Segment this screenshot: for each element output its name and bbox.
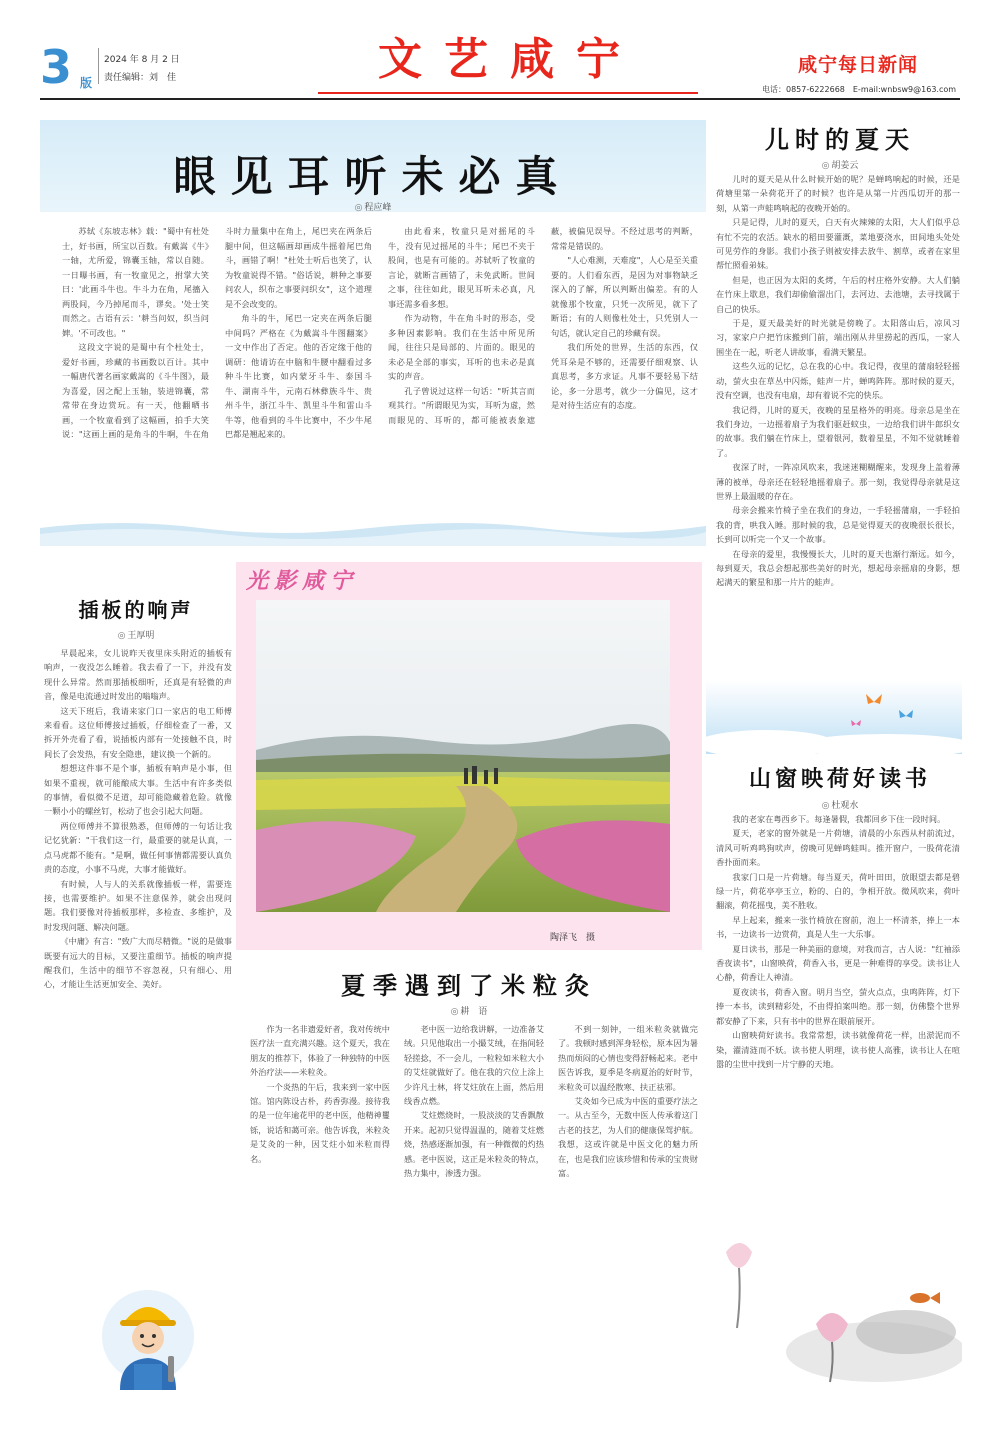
article-byline: ◎ 耕 语	[236, 1004, 702, 1017]
paragraph: 我家门口是一片荷塘。每当夏天，荷叶田田，放眼望去都是碧绿一片，荷花亭亭玉立，粉的、白的，争相开放。微风吹来，荷叶翻滚，荷花摇曳，美不胜收。	[716, 871, 960, 911]
photo-section-label: 光影咸宁	[246, 568, 359, 594]
article-body-moxibustion	[250, 1022, 698, 1380]
paragraph: "人心难测，天难度"，人心是至关重要的。人们看东西，是因为对事物缺乏深入的了解，所以判断出偏差。有的人就像那个牧童，只凭一次所见，就下了断语；有的人则像杜处士，只凭别人一句话，就认定自己的珍藏有误。	[551, 255, 698, 338]
paragraph: 艾灸如今已成为中医的重要疗法之一。从古至今，无数中医人传承着这门古老的技艺，为人们的健康保驾护航。我想，这或许就是中医文化的魅力所在，也是我们应该珍惜和传承的宝贵财富。	[558, 1096, 698, 1179]
paragraph: 想想这件事不是个事，插板有响声是小事，但如果不重视，就可能酿成大事。生活中有许多类似的事情，看似微不足道，却可能隐藏着危险。就像一颗小小的螺丝钉，松动了也会引起大问题。	[44, 763, 232, 817]
paragraph: 《中庸》有言："致广大而尽精微。"说的是做事既要有远大的目标，又要注重细节。插板的响声提醒我们，生活中的细节不容忽视，只有细心、用心，才能让生活更加安全、美好。	[44, 936, 232, 990]
paragraph: 两位师傅并不算很熟悉，但师傅的一句话让我记忆犹新："干我们这一行，最重要的就是认真，一点马虎都不能有。"是啊，做任何事情都需要认真负责的态度，小事不马虎，大事才能做好。	[44, 820, 232, 875]
paragraph: 夏天，老家的窗外就是一片荷塘，清晨的小东西从村前流过，清风可听鸡鸣狗吠声，傍晚可见蝉鸣蛙叫。推开窗户，一股荷花清香扑面而来。	[716, 828, 960, 868]
main-article-title: 眼见耳听未必真	[173, 152, 573, 201]
paragraph: 夏日读书，那是一种美丽的意境，对我而言，古人说："红袖添香夜读书"，山窗映荷，荷香入书，更是一种难得的享受。读书让人心静，荷香让人神清。	[716, 943, 960, 983]
article-title-socket-noise: 插板的响声	[78, 598, 194, 622]
paragraph: 这天下班后，我请来家门口一家店的电工师傅来看看。这位师傅接过插板，仔细检查了一番，又拆开外壳看了看，说插板内部有一处接触不良，时间长了会发热，有安全隐患，建议换一个新的。	[44, 705, 232, 759]
section-masthead: 文艺咸宁	[378, 34, 642, 85]
paragraph: 不到一刻钟，一组米粒灸就做完了。我顿时感到浑身轻松，原本因为暑热而烦闷的心情也变得舒畅起来。老中医告诉我，夏季是冬病夏治的好时节，米粒灸可以温经散寒、扶正祛邪。	[558, 1024, 698, 1092]
paragraph: 这段文字说的是蜀中有个杜处士，爱好书画，珍藏的书画数以百计。其中一幅唐代著名画家戴嵩的《斗牛图》，最为喜爱，因之配上玉轴，装进锦囊，常常带在身边赏玩。有一天，他翻晒书画，一个牧童看到了这幅画，拍手大笑说："这画上画的是角斗的牛啊，牛在角斗时力量集中在角上，尾巴夹在两条后腿中间，但这幅画却画成牛摇着尾巴角斗，画错了啊！"杜处士听后也笑了，认为牧童说得不错。"俗话说，耕种之事要问农人，织布之事要问织女"，这个道理是不会改变的。	[62, 226, 372, 439]
paragraph: 这些久远的记忆，总在我的心中。我记得，夜里的蒲扇轻轻摇动，萤火虫在草丛中闪烁，蛙声一片，蝉鸣阵阵。那时候的夏天，没有空调，也没有电扇，却有着说不完的快乐。	[716, 361, 960, 401]
page-number-suffix: 版	[80, 76, 93, 90]
article-byline: ◎ 杜观水	[720, 798, 960, 811]
paragraph: 但是，也正因为太阳的炙烤，午后的村庄格外安静。大人们躺在竹床上歇息，我们却偷偷溜出门，去河边、去池塘，去寻找属于自己的快乐。	[716, 274, 960, 314]
main-article-body	[62, 224, 698, 516]
photo-credit: 陶泽飞 摄	[550, 933, 596, 943]
paragraph: 只是记得，儿时的夏天，白天有火辣辣的太阳，大人们似乎总有忙不完的农活。缺水的稻田要灌溉，菜地要浇水，田间地头处处可见劳作的身影。我们小孩子则被安排去放牛、割草，或者在家里帮忙照看弟妹。	[716, 217, 960, 271]
article-title-moxibustion: 夏季遇到了米粒灸	[341, 971, 597, 1000]
article-title-summer: 儿时的夏天	[765, 125, 915, 154]
paragraph: 早晨起来，女儿说昨天夜里床头附近的插板有响声，一夜没怎么睡着。我去看了一下，并没有发现什么异常。然而那插板细听，还真是有轻微的声音，像是电流通过时发出的嗡嗡声。	[44, 648, 232, 702]
article-title-lotus-reading: 山窗映荷好读书	[748, 766, 931, 792]
paragraph: 老中医一边给我讲解，一边准备艾绒。只见他取出一小撮艾绒，在指间轻轻搓捻，不一会儿，一粒粒如米粒大小的艾炷就做好了。他在我的穴位上涂上少许凡士林，将艾炷放在上面，然后用线香点燃。	[404, 1024, 544, 1107]
paragraph: 我的老家在粤西乡下。每逢暑假，我都回乡下住一段时间。	[732, 814, 946, 824]
paragraph: 山窗映荷好读书。我常常想，读书就像荷花一样，出淤泥而不染，濯清涟而不妖。读书使人明理，读书使人高雅，读书让人在喧嚣的尘世中找到一片宁静的天地。	[716, 1030, 960, 1069]
paragraph: 作为动物，牛在角斗时的形态，受多种因素影响。我们在生活中所见所闻，往往只是局部的、片面的。眼见的未必是全部的事实，耳听的也未必是真实的声音。	[388, 313, 535, 381]
paragraph: 夏夜读书，荷香入窗。明月当空，萤火点点，虫鸣阵阵，灯下捧一本书，读到精彩处，不由得拍案叫绝。那一刻，仿佛整个世界都安静了下来，只有书中的世界在眼前展开。	[716, 986, 960, 1026]
paragraph: 作为一名非遗爱好者，我对传统中医疗法一直充满兴趣。这个夏天，我在朋友的推荐下，体验了一种独特的中医外治疗法——米粒灸。	[250, 1024, 390, 1078]
contact-info: 电话：0857-6222668 E-mail:wnbsw9@163.com	[762, 85, 957, 94]
issue-date: 2024 年 8 月 2 日	[104, 55, 180, 65]
wave-decoration	[40, 518, 706, 546]
editor-credit: 责任编辑：刘 佳	[104, 73, 177, 83]
article-body-socket-noise	[44, 646, 232, 1278]
paragraph: 早上起来，搬来一张竹椅放在窗前，泡上一杯清茶，捧上一本书，一边读书一边赏荷，真是人生一大乐事。	[716, 914, 960, 940]
paragraph: 一个炎热的午后，我来到一家中医馆。馆内陈设古朴，药香弥漫。接待我的是一位年逾花甲的老中医，他精神矍铄，说话和蔼可亲。他告诉我，米粒灸是艾灸的一种，因艾炷小如米粒而得名。	[250, 1081, 390, 1164]
paragraph: 我们所处的世界，生活的东西，仅凭耳朵是不够的，还需要仔细观察、认真思考，多方求证。凡事不要轻易下结论，多一分思考，就少一分偏见，这才是对待生活应有的态度。	[551, 342, 698, 410]
paragraph: 夜深了时，一阵凉风吹来，我迷迷糊糊醒来，发现身上盖着薄薄的被单，母亲还在轻轻地摇着扇子。那一刻，我觉得母亲就是这世界上最温暖的存在。	[716, 462, 960, 501]
page-number: 3	[40, 40, 73, 94]
lotus-ink-painting	[706, 1212, 962, 1388]
article-body-summer	[716, 172, 960, 672]
paragraph: 角斗的牛，尾巴一定夹在两条后腿中间吗？严格在《为戴嵩斗牛图翻案》一文中作出了否定。他的否定缘于他的调研：他请访在中脑和牛腰中翻看过多种斗牛比赛，如内蒙牙斗牛、泰国斗牛、湖南斗牛，元南石林彝族斗牛、贵州斗牛，浙江斗牛、凯里斗牛和雷山斗牛等，他看到的斗牛比赛中，不少牛尾巴都是翘起来的。	[225, 313, 372, 439]
newspaper-name: 咸宁每日新闻	[798, 54, 919, 76]
landscape-photo	[256, 600, 670, 912]
paragraph: 艾炷燃烧时，一股淡淡的艾香飘散开来。起初只觉得温温的，随着艾炷燃烧，热感逐渐加强，有一种微微的灼热感。老中医说，这正是米粒灸的特点，热力集中，渗透力强。	[404, 1110, 544, 1179]
paragraph: 儿时的夏天是从什么时候开始的呢？是蝉鸣响起的时候，还是荷塘里第一朵荷花开了的时候？也许是从第一片西瓜切开的那一刻，从第一声蛙鸣响起的夜晚开始的。	[716, 174, 960, 213]
paragraph: 在母亲的爱里，我慢慢长大，儿时的夏天也渐行渐远。如今，每到夏天，我总会想起那些美好的时光，想起母亲摇扇的身影，想起满天的繁星和那一片片的蛙声。	[716, 548, 960, 588]
butterfly-sky-illustration	[706, 680, 962, 754]
worker-illustration	[98, 1282, 198, 1390]
paragraph: 由此看来，牧童只是对摇尾的斗牛，没有见过摇尾的斗牛；尾巴不夹于股间，也是有可能的。苏轼听了牧童的言论，就断言画错了，未免武断。世间之事，往往如此，眼见耳听未必真，凡事还需多看多想。	[388, 226, 535, 309]
paragraph: 母亲会搬来竹椅子坐在我们的身边，一手轻摇蒲扇，一手轻拍我的背，哄我入睡。那时候的我，总是觉得夏天的夜晚很长很长，长到可以听完一个又一个故事。	[716, 505, 960, 545]
main-article-byline: ◎ 程应峰	[40, 200, 706, 213]
article-byline: ◎ 胡姜云	[720, 158, 960, 171]
paragraph: 于是，夏天最美好的时光就是傍晚了。太阳落山后，凉风习习，家家户户把竹床搬到门前，端出刚从井里捞起的西瓜，一家人围坐在一起，听老人讲故事，看满天繁星。	[716, 318, 960, 357]
paragraph: 孔子曾说过这样一句话："听其言而观其行。"所谓眼见为实，耳听为虚，然而眼见的、耳听的，都可能被表象遮蔽，被偏见误导。不经过思考的判断，常常是错误的。	[388, 226, 698, 425]
paragraph: 苏轼《东坡志林》载："蜀中有杜处士，好书画，所宝以百数。有戴嵩《牛》一轴，尤所爱，锦囊玉轴，常以自随。一日曝书画，有一牧童见之，拊掌大笑曰：'此画斗牛也。牛斗力在角，尾搐入两股间，今乃掉尾而斗，谬矣。'处士笑而然之。古语有云：'耕当问奴，织当问婢。'不可改也。"	[62, 226, 209, 338]
paragraph: 有时候，人与人的关系就像插板一样，需要连接，也需要维护。如果不注意保养，就会出现问题。我们要像对待插板那样，多检查、多维护，及时发现问题、解决问题。	[44, 878, 232, 932]
paragraph: 我记得，儿时的夏天，夜晚的星星格外的明亮。母亲总是坐在我们身边，一边摇着扇子为我们驱赶蚊虫，一边给我们讲牛郎织女的故事。我们躺在竹床上，望着银河，数着星星，不知不觉就睡着了。	[716, 404, 960, 458]
article-byline: ◎ 王厚明	[40, 628, 232, 641]
header-divider	[98, 48, 99, 84]
masthead-rule	[318, 92, 698, 94]
header-rule	[40, 98, 960, 100]
article-body-lotus-reading	[716, 812, 960, 1220]
